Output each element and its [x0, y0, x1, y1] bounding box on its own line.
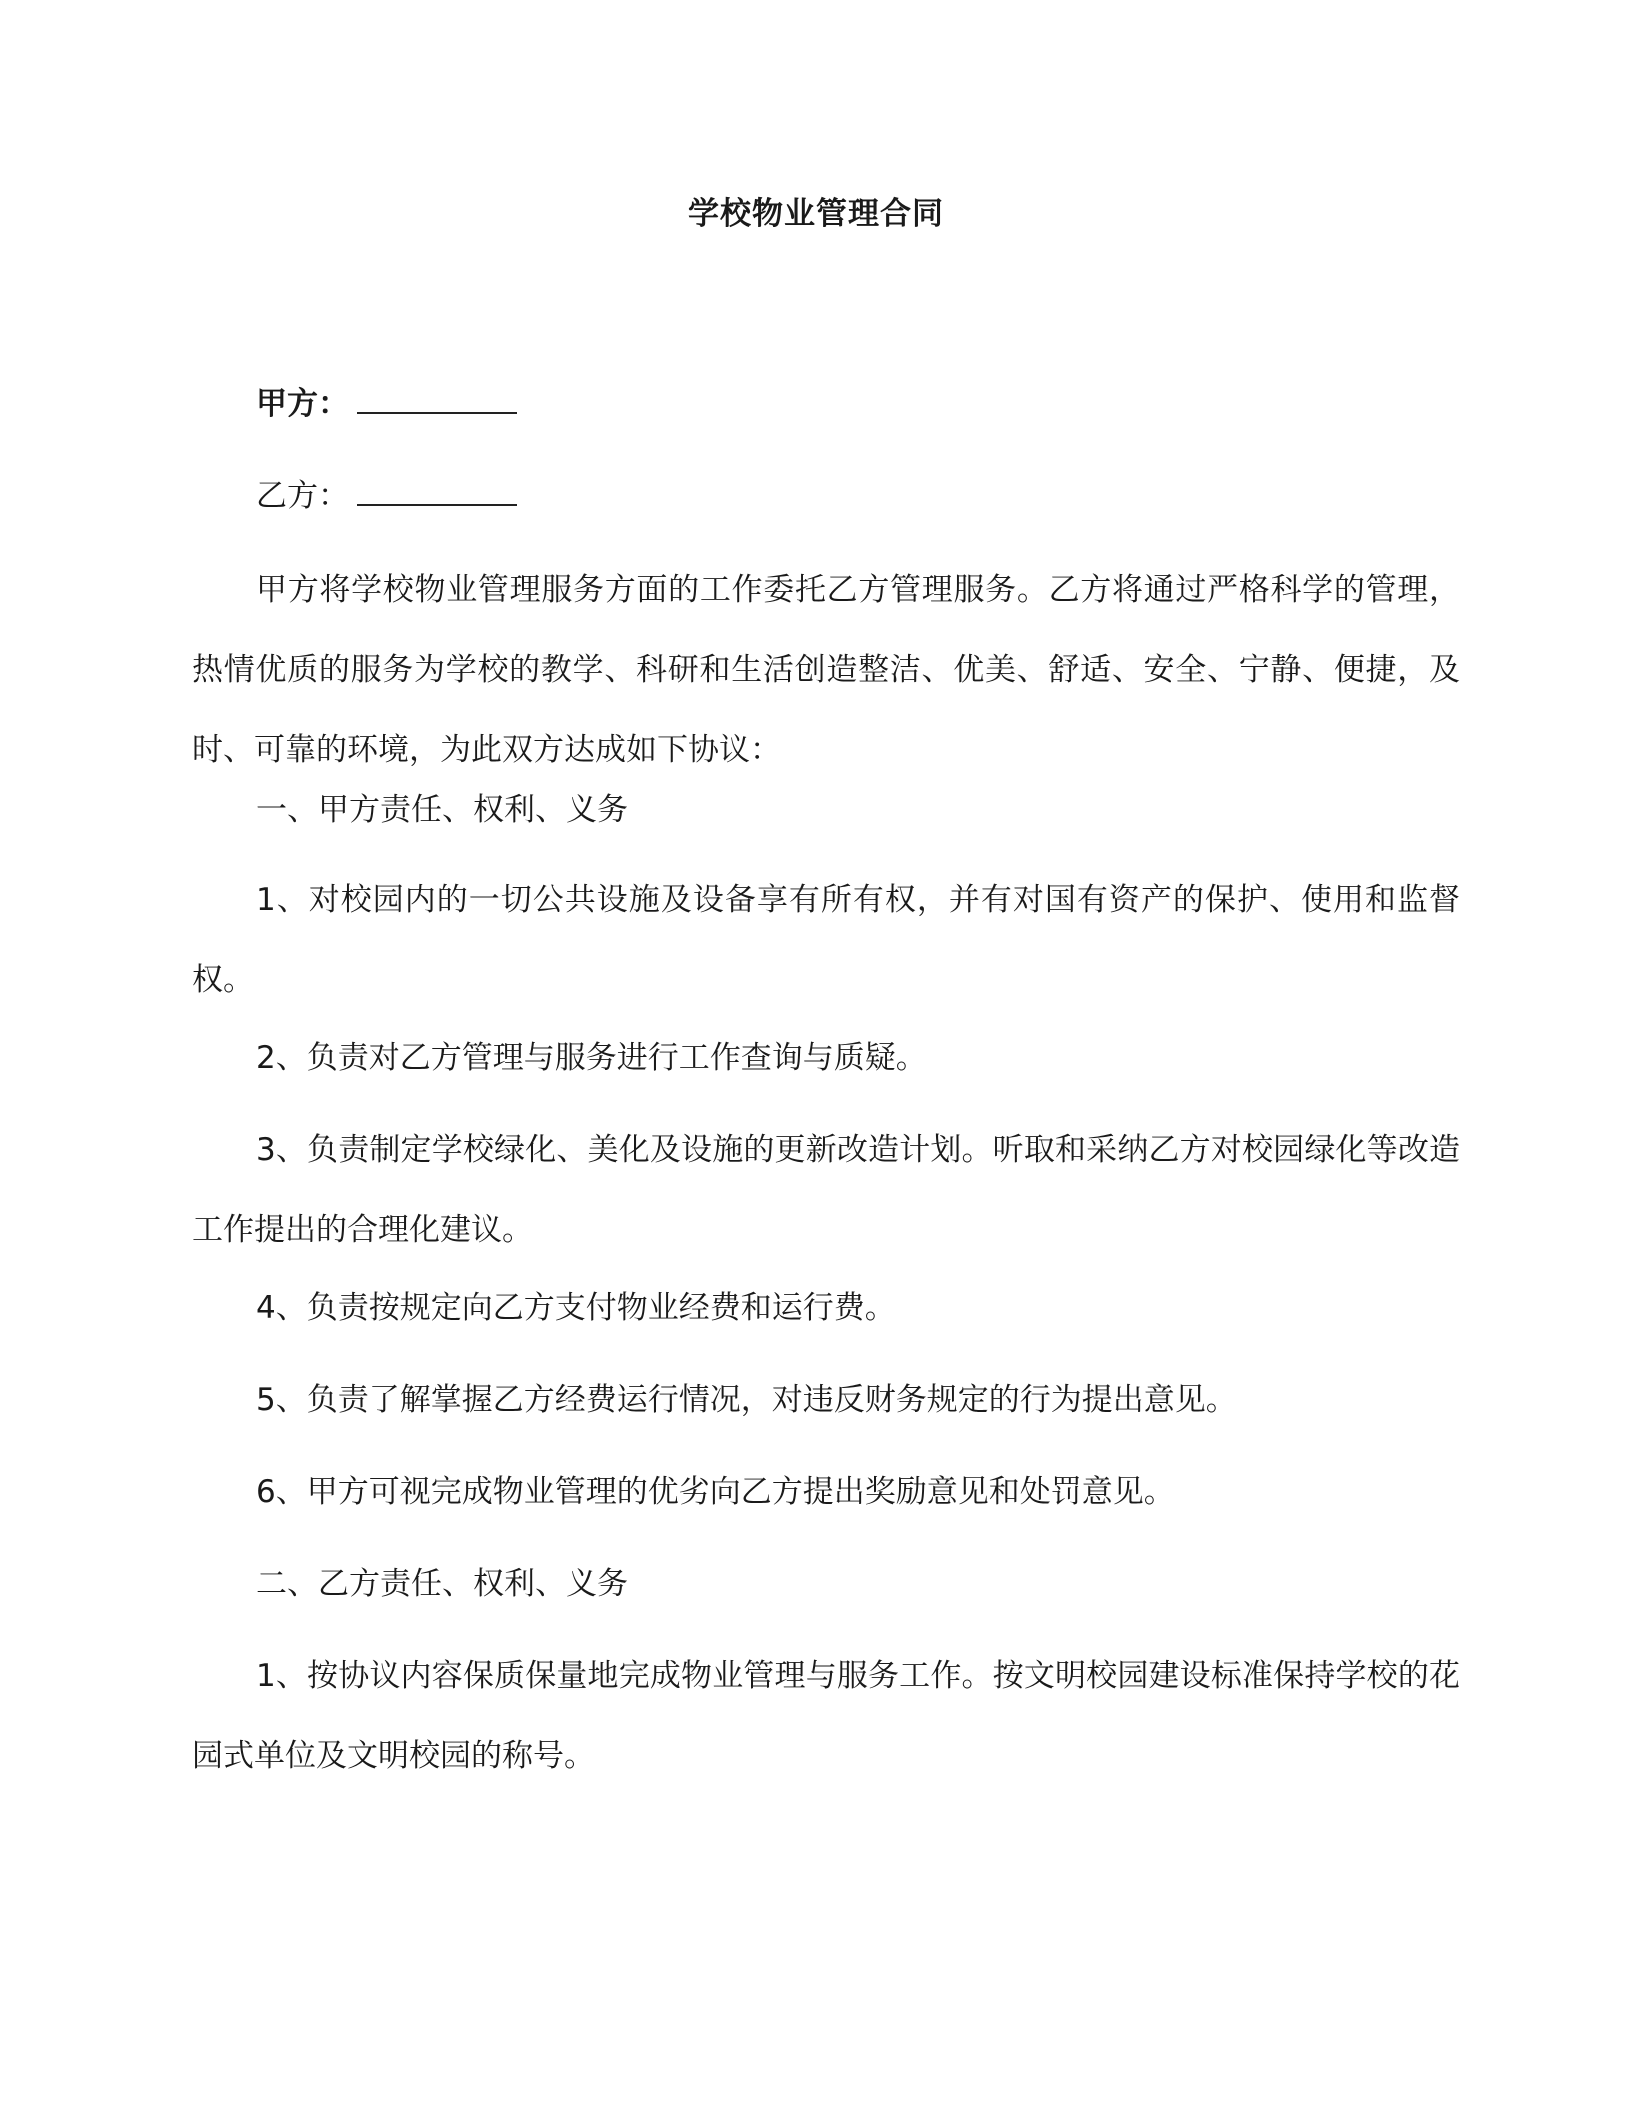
party-a-label: 甲方：	[256, 386, 349, 422]
intro-paragraph: 甲方将学校物业管理服务方面的工作委托乙方管理服务。乙方将通过严格科学的管理，热情优质的服务为学校的教学、科研和生活创造整洁、优美、舒适、安全、宁静、便捷，及时、可靠的环境，为此双方达成如下协议：	[192, 572, 1460, 768]
section2-item-1: 1、按协议内容保质保量地完成物业管理与服务工作。按文明校园建设标准保持学校的花园式单位及文明校园的称号。	[192, 1658, 1460, 1774]
party-b-blank	[357, 474, 517, 506]
section1-heading: 一、甲方责任、权利、义务	[256, 792, 628, 828]
section1-item-3: 3、负责制定学校绿化、美化及设施的更新改造计划。听取和采纳乙方对校园绿化等改造工作提出的合理化建议。	[192, 1132, 1460, 1248]
section1-item-6: 6、甲方可视完成物业管理的优劣向乙方提出奖励意见和处罚意见。	[256, 1474, 1175, 1510]
section2-heading: 二、乙方责任、权利、义务	[256, 1566, 628, 1602]
document-title: 学校物业管理合同	[688, 196, 944, 232]
party-a-blank	[357, 382, 517, 414]
party-a-line	[256, 382, 517, 426]
section1-item-1: 1、对校园内的一切公共设施及设备享有所有权，并有对国有资产的保护、使用和监督权。	[192, 882, 1460, 998]
party-b-line	[256, 474, 517, 518]
party-b-label: 乙方：	[256, 478, 349, 514]
section1-item-5: 5、负责了解掌握乙方经费运行情况，对违反财务规定的行为提出意见。	[256, 1382, 1237, 1418]
section1-item-2: 2、负责对乙方管理与服务进行工作查询与质疑。	[256, 1040, 927, 1076]
section1-item-4: 4、负责按规定向乙方支付物业经费和运行费。	[256, 1290, 896, 1326]
